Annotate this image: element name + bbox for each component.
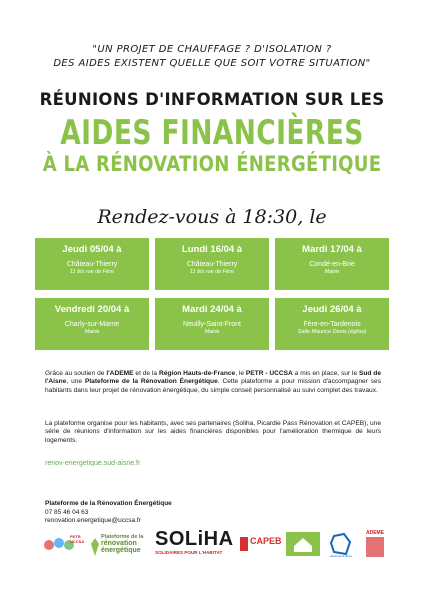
session-address: Mairie xyxy=(204,329,220,335)
region-logo: Hauts-de-France xyxy=(328,532,354,558)
capeb-logo: CAPEB xyxy=(240,534,280,558)
picardie-pass-logo xyxy=(286,532,320,556)
title-line-2: AIDES FINANCIÈRES xyxy=(60,113,364,153)
session-date: Vendredi 20/04 à xyxy=(54,304,130,315)
sessions-grid xyxy=(35,238,389,351)
session-city: Condé-en-Brie xyxy=(309,261,355,268)
contact-email: renovation.energetique@uccsa.fr xyxy=(45,517,141,525)
session-date: Lundi 16/04 à xyxy=(181,244,243,255)
plateforme-logo: Plateforme de la rénovation énergétique xyxy=(90,534,150,560)
session-city: Château-Thierry xyxy=(186,261,238,268)
session-date: Mardi 24/04 à xyxy=(182,304,242,315)
session-date: Jeudi 05/04 à xyxy=(62,244,122,255)
partners-paragraph: La plateforme organise pour les habitants, avec ses partenaires (Soliha, Picardie Pass Rénovation et CAPEB), une série de réunions d'information sur les aides financières disponibles pour l'amélioration thermique de leurs logements. xyxy=(45,420,381,444)
title-line-1: RÉUNIONS D'INFORMATION SUR LES xyxy=(39,90,385,109)
session-tile xyxy=(35,238,149,290)
session-city: Château-Thierry xyxy=(66,261,118,268)
session-address: 11 bis rue de Fère xyxy=(69,269,115,275)
session-date: Mardi 17/04 à xyxy=(302,244,362,255)
session-address: Mairie xyxy=(324,269,340,275)
quote-line-2: DES AIDES EXISTENT QUELLE QUE SOIT VOTRE SITUATION" xyxy=(53,58,371,69)
rendez-vous-heading: Rendez-vous à 18:30, le xyxy=(97,206,327,228)
session-address: 11 bis rue de Fère xyxy=(189,269,235,275)
session-city: Charly-sur-Marne xyxy=(64,321,120,328)
contact-block xyxy=(45,500,172,526)
petr-logo: PETR UCCSA xyxy=(40,534,84,560)
session-tile xyxy=(275,238,389,290)
session-tile xyxy=(155,298,269,350)
intro-paragraph: Grâce au soutien de l'ADEME et de la Région Hauts-de-France, le PETR - UCCSA a mis en place, sur le Sud de l'Aisne, une Plateforme de la Rénovation Énergétique. Cette plateforme a pour mission d'accompagner ses habitants dans leur projet de rénovation énergétique, du simple conseil personnalisé au suivi complet des travaux. xyxy=(45,370,381,394)
quote-line-1: "UN PROJET DE CHAUFFAGE ? D'ISOLATION ? xyxy=(92,44,332,55)
session-city: Fère-en-Tardenois xyxy=(303,321,361,328)
session-tile xyxy=(275,298,389,350)
title-line-3: À LA RÉNOVATION ÉNERGÉTIQUE xyxy=(42,152,382,176)
session-tile xyxy=(155,238,269,290)
website-link[interactable]: renov-energetique.sud-aisne.fr xyxy=(45,460,141,467)
contact-phone: 07 85 46 04 63 xyxy=(45,508,89,516)
session-city: Neuilly-Saint-Front xyxy=(183,321,241,328)
session-address: Mairie xyxy=(84,329,100,335)
session-tile xyxy=(35,298,149,350)
ademe-logo: ADEME xyxy=(362,530,388,560)
soliha-logo: SOLiHA SOLIDAIRES POUR L'HABITAT xyxy=(155,528,234,555)
partner-logos xyxy=(40,528,390,564)
session-date: Jeudi 26/04 à xyxy=(302,304,362,315)
session-address: Salle Maurice Denis (église) xyxy=(297,329,367,335)
contact-name: Plateforme de la Rénovation Énergétique xyxy=(45,500,172,507)
